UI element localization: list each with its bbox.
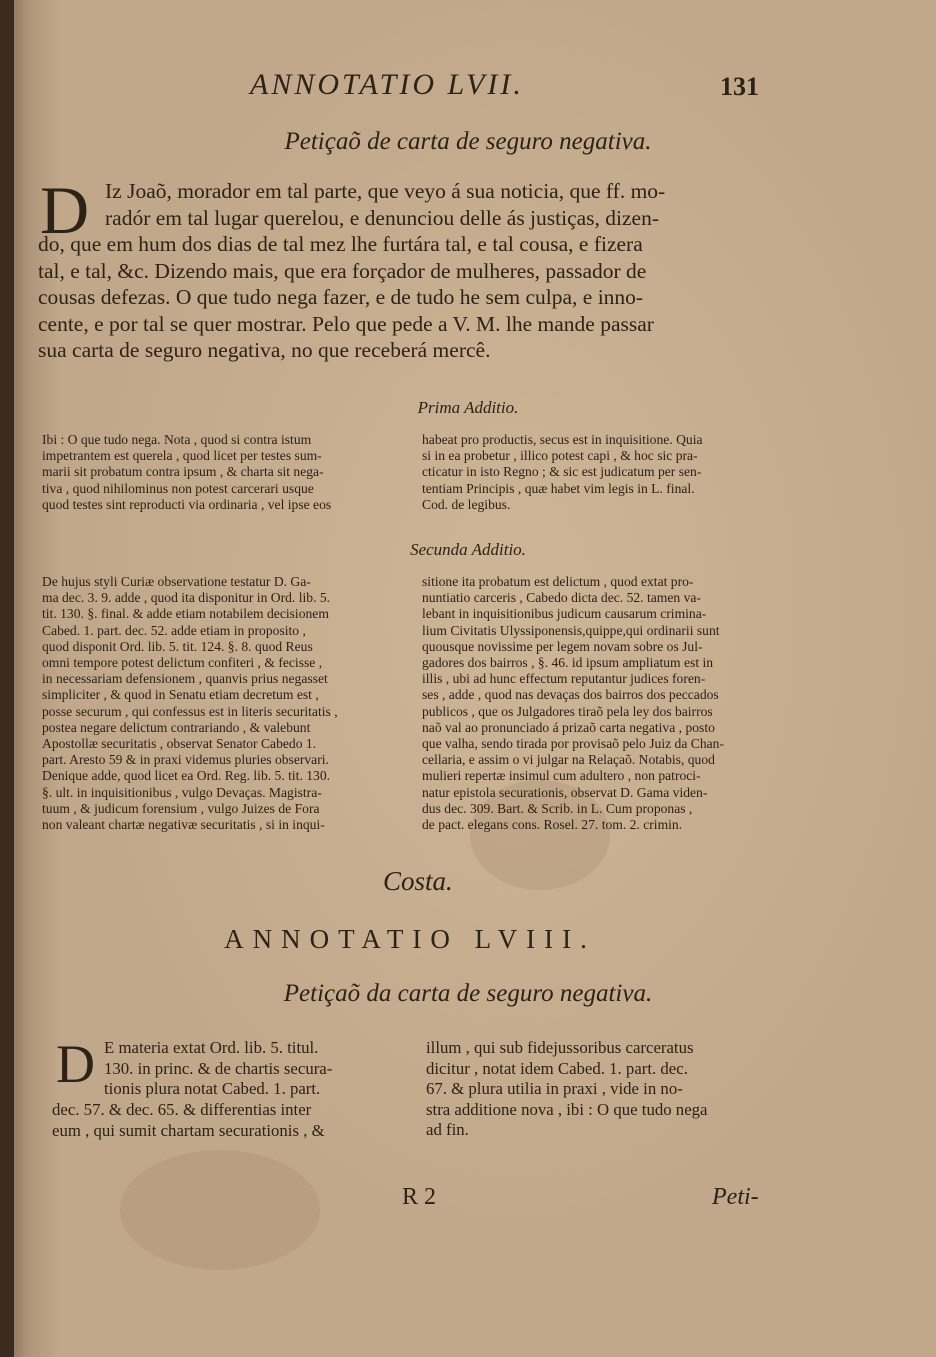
drop-cap: D xyxy=(56,1034,95,1094)
running-head-title: ANNOTATIO LVII. xyxy=(250,68,524,101)
text-line: marii sit probatum contra ipsum , & charta sit nega- xyxy=(42,464,324,480)
text-line: §. ult. in inquisitionibus , vulgo Devaças. Magistra- xyxy=(42,784,322,800)
paper-stain xyxy=(120,1150,320,1270)
text-line: que valha, sendo tirada por provisaõ pelo Juiz da Chan- xyxy=(422,736,724,752)
text-line: quod testes sint reproducti via ordinaria , vel ipse eos xyxy=(42,496,332,512)
section-heading: Petiçaõ da carta de seguro negativa. xyxy=(283,980,653,1007)
text-line: dus dec. 309. Bart. & Scrib. in L. Cum proponas , xyxy=(422,800,693,816)
text-line: cticatur in isto Regno ; & sic est judicatum per sen- xyxy=(422,464,702,480)
text-line: non valeant chartæ negativæ securitatis , si in inqui- xyxy=(42,817,325,833)
prima-additio-title: Prima Additio. xyxy=(417,398,519,417)
text-line: Iz Joaõ, morador em tal parte, que veyo á sua noticia, que ff. mo- xyxy=(105,179,666,203)
text-line: gadores dos bairros , §. 46. id ipsum ampliatum est in xyxy=(422,655,714,671)
prima-additio-left-column xyxy=(42,432,398,513)
page-number: 131 xyxy=(720,72,759,101)
text-line: ad fin. xyxy=(426,1120,469,1140)
text-line: illis , ubi ad hunc effectum reputantur judices foren- xyxy=(422,671,706,687)
text-line: Cod. de legibus. xyxy=(422,496,511,512)
secunda-additio-title: Secunda Additio. xyxy=(410,540,526,559)
text-line: tentiam Principis , quæ habet vim legis in L. final. xyxy=(422,480,695,496)
text-line: impetrantem est querela , quod licet per testes sum- xyxy=(42,448,322,464)
text-line: tiva , quod nihilominus non potest carcerari usque xyxy=(42,480,314,496)
text-line: Denique adde, quod licet ea Ord. Reg. lib. 5. tit. 130. xyxy=(42,768,331,784)
annotation-heading: ANNOTATIO LVIII. xyxy=(224,924,596,954)
text-line: do, que em hum dos dias de tal mez lhe furtára tal, e tal cousa, e fizera xyxy=(38,232,643,256)
text-line: tit. 130. §. final. & adde etiam notabilem decisionem xyxy=(42,606,329,622)
text-line: tionis plura notat Cabed. 1. part. xyxy=(104,1079,321,1099)
text-line: tal, e tal, &c. Dizendo mais, que era forçador de mulheres, passador de xyxy=(38,258,647,283)
text-line: dicitur , notat idem Cabed. 1. part. dec. xyxy=(426,1058,688,1078)
catchword: Peti- xyxy=(712,1184,759,1210)
text-line: mulieri repertæ insimul cum adultero , non patroci- xyxy=(422,768,701,784)
text-line: cousas defezas. O que tudo nega fazer, e de tudo he sem culpa, e inno- xyxy=(38,285,644,310)
text-line: stra additione nova , ibi : O que tudo nega xyxy=(426,1099,708,1119)
text-line: cente, e por tal se quer mostrar. Pelo que pede a V. M. lhe mande passar xyxy=(38,311,654,336)
text-line: De hujus styli Curiæ observatione testatur D. Ga- xyxy=(42,574,311,589)
text-line: radór em tal lugar querelou, e denunciou delle ás justiças, dizen- xyxy=(105,205,660,230)
text-line: eum , qui sumit chartam securationis , & xyxy=(52,1120,325,1140)
text-line: ma dec. 3. 9. adde , quod ita disponitur in Ord. lib. 5. xyxy=(42,590,331,606)
secunda-additio-right-column xyxy=(422,574,778,833)
text-line: simpliciter , & quod in Senatu etiam decretum est , xyxy=(42,687,319,703)
section-heading: Petiçaõ de carta de seguro negativa. xyxy=(284,128,652,155)
text-line: publicos , que os Julgadores tiraõ pela ley dos bairros xyxy=(422,703,713,719)
text-line: sitione ita probatum est delictum , quod extat pro- xyxy=(422,574,694,589)
text-line: illum , qui sub fidejussoribus carceratus xyxy=(426,1038,694,1057)
main-paragraph-indented xyxy=(105,178,775,231)
text-line: Apostollæ securitatis , observat Senator Cabedo 1. xyxy=(42,736,317,752)
text-line: de pact. elegans cons. Rosel. 27. tom. 2. crimin. xyxy=(422,817,683,833)
text-line: 130. in princ. & de chartis secura- xyxy=(104,1058,333,1078)
text-line: 67. & plura utilia in praxi , vide in no- xyxy=(426,1079,683,1099)
second-paragraph-right xyxy=(426,1038,778,1141)
drop-cap: D xyxy=(40,172,90,248)
running-head xyxy=(0,68,936,108)
text-line: si in ea probetur , illico potest capi , & hoc sic pra- xyxy=(422,448,698,464)
main-paragraph xyxy=(38,231,778,364)
text-line: ses , adde , quod nas devaças dos bairros dos peccados xyxy=(422,687,719,703)
text-line: Ibi : O que tudo nega. Nota , quod si contra istum xyxy=(42,432,312,447)
text-line: posse securum , qui confessus est in literis securitatis , xyxy=(42,703,338,719)
second-paragraph-left-indented xyxy=(104,1038,404,1100)
text-line: tuum , & judicum forensium , vulgo Juizes de Fora xyxy=(42,800,320,816)
prima-additio-right-column xyxy=(422,432,778,513)
text-line: E materia extat Ord. lib. 5. titul. xyxy=(104,1038,319,1057)
text-line: habeat pro productis, secus est in inquisitione. Quia xyxy=(422,432,703,447)
author-name: Costa. xyxy=(383,866,453,896)
text-line: part. Aresto 59 & in praxi videmus pluries observari. xyxy=(42,752,329,768)
text-line: sua carta de seguro negativa, no que receberá mercê. xyxy=(38,338,491,363)
second-paragraph-left xyxy=(52,1100,404,1141)
signature-mark: R 2 xyxy=(402,1184,437,1210)
text-line: cellaria, e assim o vi julgar na Relaçaõ. Notabis, quod xyxy=(422,752,715,768)
text-line: quousque novissime per legem novam sobre os Jul- xyxy=(422,638,703,654)
text-line: lium Civitatis Ulyssiponensis,quippe,qui ordinarii sunt xyxy=(422,622,720,638)
text-line: lebant in inquisitionibus judicum causarum crimina- xyxy=(422,606,707,622)
text-line: in necessariam defensionem , quanvis prius negasset xyxy=(42,671,328,687)
text-line: omni tempore potest delictum confiteri , & fecisse , xyxy=(42,655,323,671)
text-line: dec. 57. & dec. 65. & differentias inter xyxy=(52,1100,312,1119)
text-line: nuntiatio carceris , Cabedo dicta dec. 52. tamen va- xyxy=(422,590,701,606)
text-line: Cabed. 1. part. dec. 52. adde etiam in proposito , xyxy=(42,622,306,638)
book-spine-shadow xyxy=(0,0,14,1357)
text-line: naõ val ao pronunciado á prizaõ carta negativa , posto xyxy=(422,719,715,735)
secunda-additio-left-column xyxy=(42,574,398,833)
text-line: postea negare delictum contrariando , & valebunt xyxy=(42,719,311,735)
text-line: quod disponit Ord. lib. 5. tit. 124. §. 8. quod Reus xyxy=(42,638,313,654)
text-line: natur epistola securationis, observat D. Gama viden- xyxy=(422,784,708,800)
